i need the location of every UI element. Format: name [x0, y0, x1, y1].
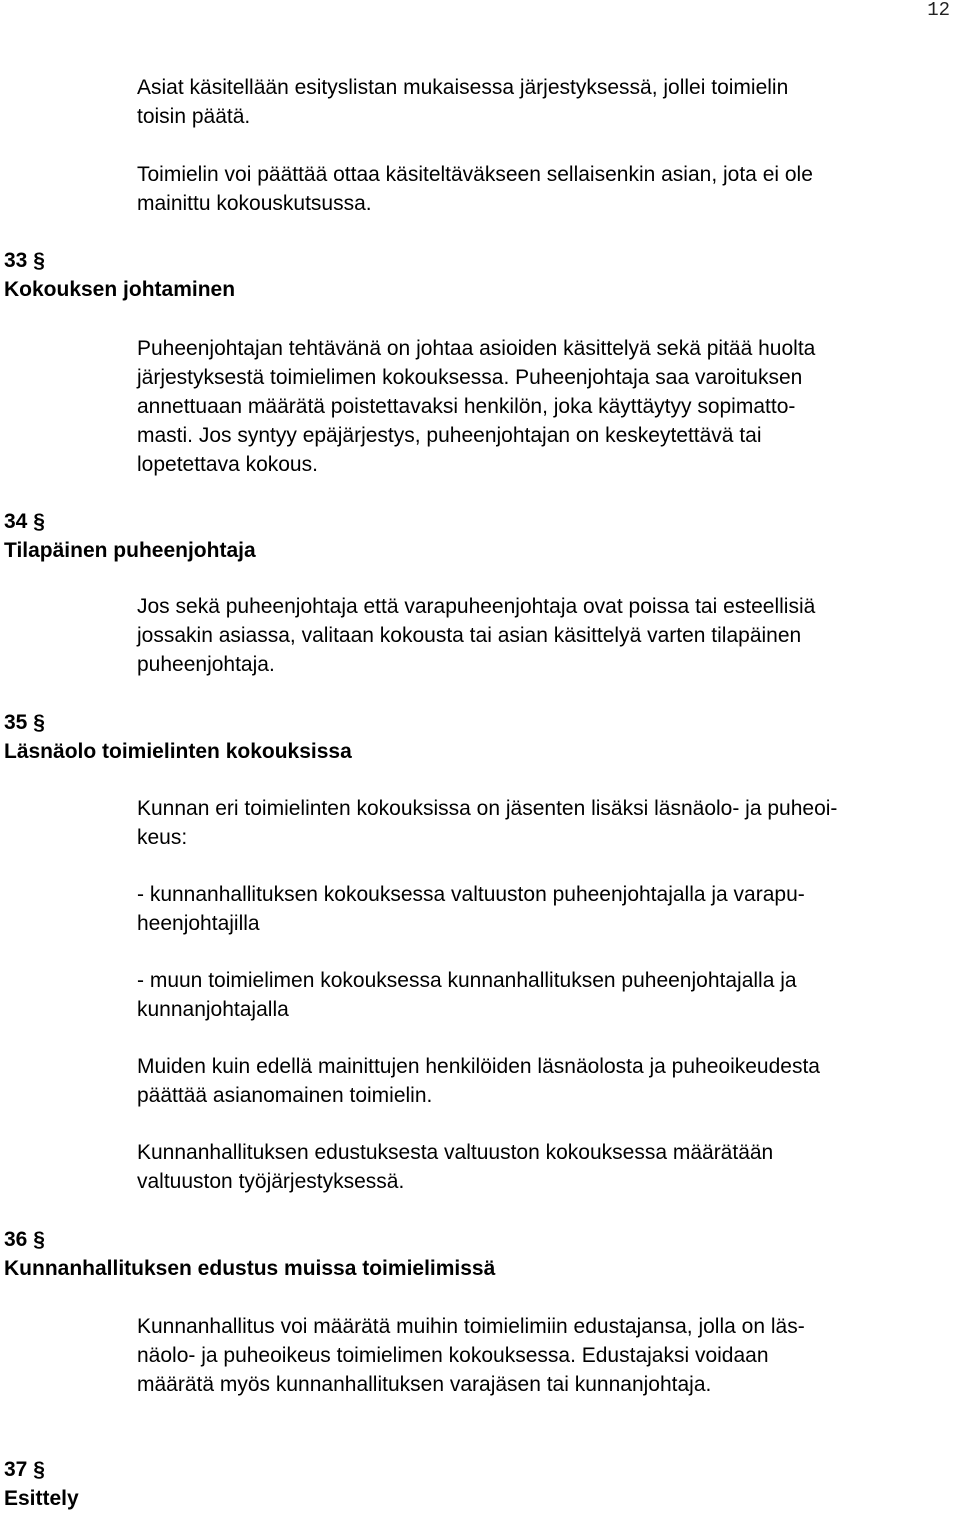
section-number: 37 § — [4, 1458, 45, 1481]
paragraph-line: annettuaan määrätä poistettavaksi henkilön, joka käyttäytyy sopimatto- — [137, 395, 796, 418]
paragraph-line: heenjohtajilla — [137, 912, 260, 935]
paragraph-line: - kunnanhallituksen kokouksessa valtuuston puheenjohtajalla ja varapu- — [137, 883, 805, 906]
paragraph-line: valtuuston työjärjestyksessä. — [137, 1170, 405, 1193]
list-item — [137, 966, 942, 1024]
paragraph — [137, 73, 942, 131]
list-item — [137, 880, 942, 938]
section-heading: Tilapäinen puheenjohtaja — [4, 539, 256, 562]
paragraph — [137, 160, 942, 218]
paragraph-line: toisin päätä. — [137, 105, 251, 128]
section-36-header — [4, 1225, 495, 1283]
paragraph — [137, 1052, 942, 1110]
section-heading: Kokouksen johtaminen — [4, 278, 236, 301]
paragraph-line: Kunnan eri toimielinten kokouksissa on jäsenten lisäksi läsnäolo- ja puheoi- — [137, 797, 838, 820]
paragraph-line: Toimielin voi päättää ottaa käsiteltäväkseen sellaisenkin asian, jota ei ole — [137, 163, 813, 186]
section-number: 36 § — [4, 1228, 45, 1251]
paragraph-line: - muun toimielimen kokouksessa kunnanhallituksen puheenjohtajalla ja — [137, 969, 797, 992]
paragraph-line: Kunnanhallituksen edustuksesta valtuuston kokouksessa määrätään — [137, 1141, 774, 1164]
paragraph-line: keus: — [137, 826, 188, 849]
section-heading: Esittely — [4, 1487, 79, 1510]
paragraph-line: Kunnanhallitus voi määrätä muihin toimielimiin edustajansa, jolla on läs- — [137, 1315, 805, 1338]
paragraph-line: Asiat käsitellään esityslistan mukaisessa järjestyksessä, jollei toimielin — [137, 76, 789, 99]
paragraph-line: lopetettava kokous. — [137, 453, 318, 476]
paragraph-line: Jos sekä puheenjohtaja että varapuheenjohtaja ovat poissa tai esteellisiä — [137, 595, 816, 618]
section-number: 34 § — [4, 510, 45, 533]
section-heading: Läsnäolo toimielinten kokouksissa — [4, 740, 352, 763]
paragraph — [137, 334, 942, 479]
paragraph-line: puheenjohtaja. — [137, 653, 275, 676]
paragraph-line: kunnanjohtajalla — [137, 998, 289, 1021]
paragraph-line: masti. Jos syntyy epäjärjestys, puheenjohtajan on keskeytettävä tai — [137, 424, 762, 447]
page-number: 12 — [927, 0, 950, 21]
paragraph — [137, 592, 942, 679]
section-37-header — [4, 1455, 79, 1513]
paragraph-line: Muiden kuin edellä mainittujen henkilöiden läsnäolosta ja puheoikeudesta — [137, 1055, 820, 1078]
paragraph-line: jossakin asiassa, valitaan kokousta tai asian käsittelyä varten tilapäinen — [137, 624, 802, 647]
section-heading: Kunnanhallituksen edustus muissa toimielimissä — [4, 1257, 496, 1280]
paragraph-line: mainittu kokouskutsussa. — [137, 192, 372, 215]
paragraph — [137, 794, 942, 852]
section-35-header — [4, 708, 352, 766]
paragraph — [137, 1138, 942, 1196]
paragraph-line: näolo- ja puheoikeus toimielimen kokouksessa. Edustajaksi voidaan — [137, 1344, 769, 1367]
paragraph-line: järjestyksestä toimielimen kokouksessa. Puheenjohtaja saa varoituksen — [137, 366, 803, 389]
section-33-header — [4, 246, 235, 304]
paragraph — [137, 1312, 942, 1399]
paragraph-line: päättää asianomainen toimielin. — [137, 1084, 433, 1107]
paragraph-line: Puheenjohtajan tehtävänä on johtaa asioiden käsittelyä sekä pitää huolta — [137, 337, 816, 360]
section-number: 35 § — [4, 711, 45, 734]
section-number: 33 § — [4, 249, 45, 272]
paragraph-line: määrätä myös kunnanhallituksen varajäsen tai kunnanjohtaja. — [137, 1373, 712, 1396]
section-34-header — [4, 507, 256, 565]
